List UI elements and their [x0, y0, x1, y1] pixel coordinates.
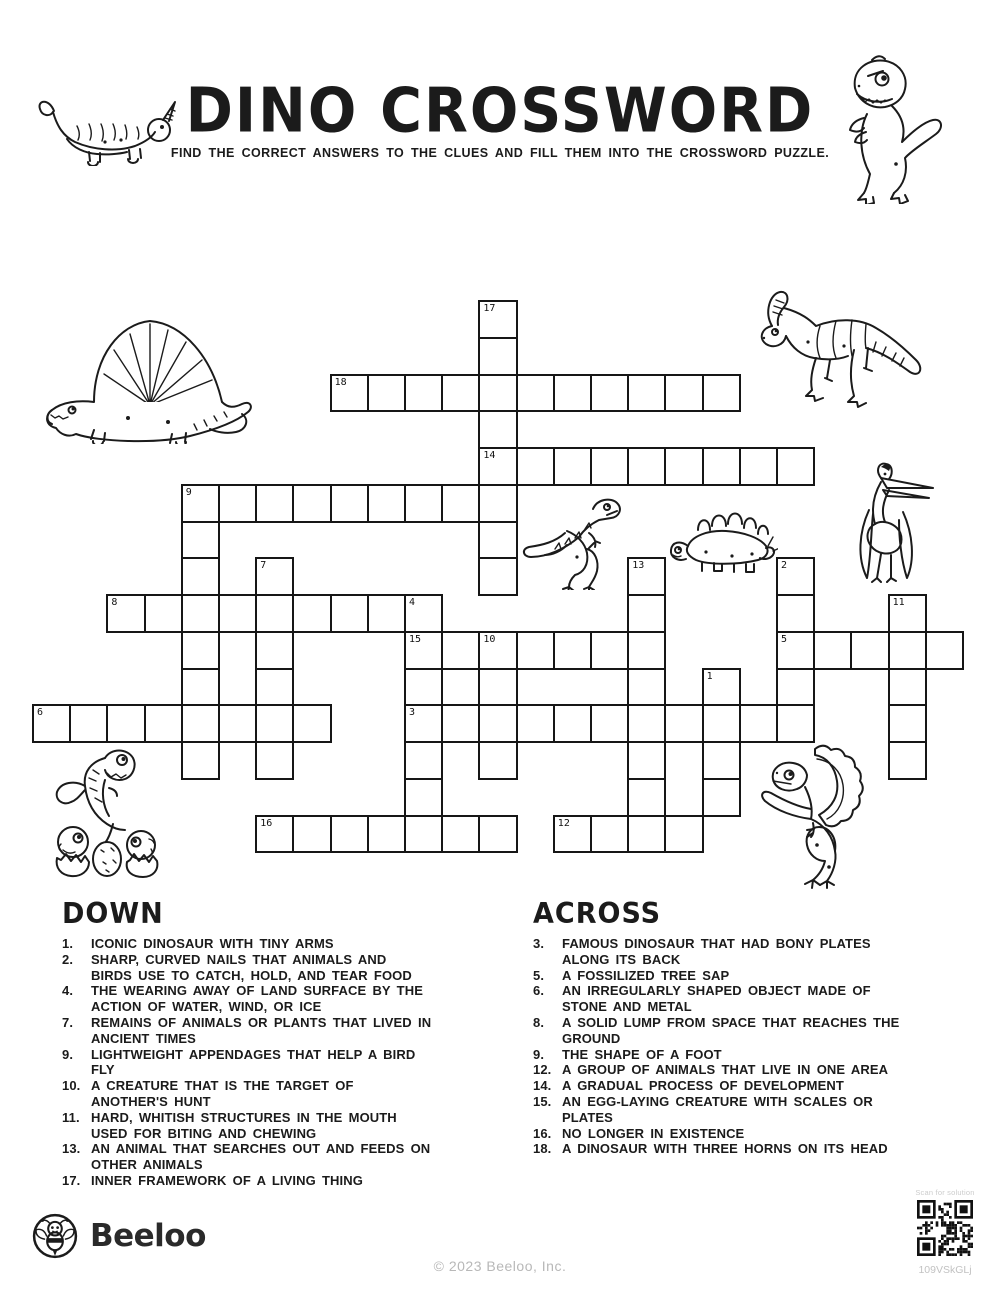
grid-cell	[441, 374, 480, 413]
grid-cell	[478, 410, 517, 449]
grid-cell-number: 3	[409, 707, 416, 719]
grid-cell	[367, 815, 406, 854]
grid-cell	[330, 484, 369, 523]
clue-number: 4.	[62, 983, 74, 999]
grid-cell	[106, 704, 145, 743]
clue-text: A DINOSAUR WITH THREE HORNS ON ITS HEAD	[562, 1141, 888, 1157]
down-clue-item	[62, 983, 522, 1015]
grid-cell	[776, 594, 815, 633]
grid-cell	[627, 741, 666, 780]
clue-number: 6.	[533, 983, 545, 999]
grid-cell	[404, 778, 443, 817]
grid-cell	[181, 484, 220, 523]
grid-cell	[553, 631, 592, 670]
grid-cell	[702, 778, 741, 817]
grid-cell	[32, 704, 71, 743]
clue-text: A GROUP OF ANIMALS THAT LIVE IN ONE AREA	[562, 1062, 889, 1078]
grid-cell	[441, 484, 480, 523]
clue-text: A CREATURE THAT IS THE TARGET OF ANOTHER'S HUNT	[91, 1078, 354, 1109]
across-clue-list	[533, 936, 993, 1157]
bee-icon	[32, 1213, 78, 1259]
clue-text: ICONIC DINOSAUR WITH TINY ARMS	[91, 936, 334, 951]
grid-cell	[627, 815, 666, 854]
down-clue-item	[62, 1141, 522, 1173]
clue-text: A SOLID LUMP FROM SPACE THAT REACHES THE GROUND	[562, 1014, 900, 1046]
grid-cell-number: 5	[781, 633, 788, 645]
grid-cell	[702, 447, 741, 486]
grid-cell	[888, 741, 927, 780]
parasaurolophus-icon	[750, 286, 928, 422]
grid-cell	[181, 557, 220, 596]
clue-number: 17.	[62, 1172, 81, 1188]
grid-cell	[255, 594, 294, 633]
grid-cell-number: 7	[260, 560, 267, 572]
grid-cell	[330, 815, 369, 854]
qr-code-text: 109VSkGLj	[918, 1264, 972, 1276]
grid-cell-number: 2	[781, 560, 788, 572]
stegosaurus-icon	[668, 504, 778, 574]
grid-cell	[776, 668, 815, 707]
across-clue-item	[533, 1047, 993, 1063]
grid-cell	[627, 594, 666, 633]
across-clue-item	[533, 936, 993, 968]
grid-cell	[478, 337, 517, 376]
grid-cell	[367, 594, 406, 633]
grid-cell-number: 8	[111, 597, 118, 608]
across-clue-item	[533, 1078, 993, 1094]
clue-text: LIGHTWEIGHT APPENDAGES THAT HELP A BIRD FLY	[91, 1046, 416, 1078]
grid-cell	[702, 374, 741, 413]
grid-cell	[404, 594, 443, 633]
grid-cell	[702, 741, 741, 780]
page-subtitle: FIND THE CORRECT ANSWERS TO THE CLUES AND FILL THEM INTO THE CROSSWORD PUZZLE.	[170, 146, 830, 160]
grid-cell	[776, 557, 815, 596]
grid-cell	[516, 447, 555, 486]
down-clue-item	[62, 1078, 522, 1110]
grid-cell	[590, 374, 629, 413]
grid-cell	[441, 704, 480, 743]
grid-cell	[478, 704, 517, 743]
across-clue-item	[533, 1126, 993, 1142]
grid-cell	[739, 447, 778, 486]
clue-number: 13.	[62, 1141, 81, 1157]
down-clue-item	[62, 1173, 522, 1189]
clue-text: HARD, WHITISH STRUCTURES IN THE MOUTH USED FOR BITING AND CHEWING	[91, 1109, 397, 1141]
grid-cell	[441, 631, 480, 670]
clue-number: 11.	[62, 1109, 80, 1125]
grid-cell-number: 6	[37, 707, 44, 719]
grid-cell	[292, 815, 331, 854]
across-clue-item	[533, 1062, 993, 1078]
grid-cell	[218, 484, 257, 523]
grid-cell-number: 15	[409, 633, 422, 645]
grid-cell	[627, 668, 666, 707]
clue-number: 18.	[533, 1141, 552, 1157]
across-clue-item	[533, 1094, 993, 1126]
grid-cell	[478, 557, 517, 596]
down-heading: DOWN	[62, 898, 164, 931]
page-title: DINO CROSSWORD	[185, 75, 815, 147]
grid-cell	[404, 484, 443, 523]
qr-block	[905, 1188, 985, 1276]
grid-cell	[627, 447, 666, 486]
clue-number: 2.	[62, 951, 74, 967]
grid-cell	[181, 521, 220, 560]
down-clue-item	[62, 1015, 522, 1047]
dimetrodon-icon	[38, 302, 256, 444]
grid-cell	[590, 704, 629, 743]
grid-cell	[516, 704, 555, 743]
grid-cell-number: 11	[892, 597, 905, 608]
grid-cell-number: 9	[185, 486, 192, 498]
grid-cell	[292, 484, 331, 523]
grid-cell	[478, 815, 517, 854]
clue-text: AN EGG-LAYING CREATURE WITH SCALES OR PLATES	[562, 1093, 873, 1125]
clue-text: THE SHAPE OF A FOOT	[562, 1046, 722, 1062]
grid-cell	[330, 374, 369, 413]
grid-cell-number: 4	[409, 597, 416, 608]
clue-text: AN ANIMAL THAT SEARCHES OUT AND FEEDS ON OTHER ANIMALS	[91, 1141, 431, 1173]
clue-text: A FOSSILIZED TREE SAP	[562, 967, 730, 983]
grid-cell	[516, 631, 555, 670]
grid-cell	[702, 704, 741, 743]
grid-cell	[218, 704, 257, 743]
clue-number: 5.	[533, 967, 545, 983]
grid-cell	[181, 741, 220, 780]
grid-cell	[627, 557, 666, 596]
grid-cell	[255, 484, 294, 523]
grid-cell	[404, 741, 443, 780]
across-clue-item	[533, 968, 993, 984]
clue-number: 16.	[533, 1125, 552, 1141]
grid-cell-number: 12	[557, 817, 570, 829]
grid-cell	[404, 704, 443, 743]
across-clue-item	[533, 1141, 993, 1157]
grid-cell	[627, 704, 666, 743]
grid-cell	[255, 631, 294, 670]
qr-code-icon	[917, 1200, 973, 1256]
grid-cell	[255, 815, 294, 854]
clue-number: 3.	[533, 936, 545, 951]
grid-cell-number: 16	[260, 817, 273, 829]
across-heading: ACROSS	[533, 898, 662, 931]
grid-cell	[181, 704, 220, 743]
grid-cell	[181, 594, 220, 633]
grid-cell	[553, 815, 592, 854]
down-clue-item	[62, 952, 522, 984]
grid-cell	[664, 374, 703, 413]
grid-cell	[478, 374, 517, 413]
grid-cell	[144, 594, 183, 633]
grid-cell	[218, 594, 257, 633]
grid-cell	[553, 447, 592, 486]
grid-cell	[627, 374, 666, 413]
grid-cell	[478, 521, 517, 560]
clue-text: FAMOUS DINOSAUR THAT HAD BONY PLATES ALONG ITS BACK	[562, 936, 871, 967]
clue-text: THE WEARING AWAY OF LAND SURFACE BY THE ACTION OF WATER, WIND, OR ICE	[91, 983, 423, 1015]
grid-cell	[367, 374, 406, 413]
clue-text: INNER FRAMEWORK OF A LIVING THING	[91, 1172, 363, 1188]
grid-cell	[590, 815, 629, 854]
grid-cell	[776, 631, 815, 670]
down-clues-section	[62, 898, 522, 1189]
clue-number: 7.	[62, 1014, 74, 1030]
velociraptor-icon	[519, 487, 625, 590]
brand-name: Beeloo	[90, 1218, 206, 1254]
grid-cell	[702, 668, 741, 707]
grid-cell	[478, 300, 517, 339]
grid-cell-number: 17	[483, 303, 496, 314]
clue-number: 1.	[62, 936, 74, 951]
grid-cell	[627, 778, 666, 817]
grid-cell	[664, 815, 703, 854]
down-clue-item	[62, 1047, 522, 1079]
clue-number: 8.	[533, 1014, 545, 1030]
across-clue-item	[533, 983, 993, 1015]
grid-cell	[478, 447, 517, 486]
across-clues-section	[533, 898, 993, 1157]
grid-cell	[888, 668, 927, 707]
grid-cell	[255, 704, 294, 743]
copyright: © 2023 Beeloo, Inc.	[433, 1258, 567, 1274]
grid-cell	[181, 668, 220, 707]
grid-cell	[590, 631, 629, 670]
clue-text: REMAINS OF ANIMALS OR PLANTS THAT LIVED IN ANCIENT TIMES	[91, 1014, 432, 1046]
grid-cell-number: 14	[483, 450, 496, 461]
grid-cell	[888, 704, 927, 743]
clue-number: 9.	[533, 1046, 545, 1062]
grid-cell	[106, 594, 145, 633]
grid-cell	[404, 668, 443, 707]
grid-cell	[627, 631, 666, 670]
grid-cell	[441, 815, 480, 854]
grid-cell	[776, 447, 815, 486]
grid-cell	[925, 631, 964, 670]
down-clue-list	[62, 936, 522, 1189]
grid-cell	[664, 704, 703, 743]
down-clue-item	[62, 936, 522, 952]
across-clue-item	[533, 1015, 993, 1047]
grid-cell	[553, 374, 592, 413]
grid-cell	[850, 631, 889, 670]
down-clue-item	[62, 1110, 522, 1142]
grid-cell	[664, 447, 703, 486]
grid-cell	[255, 741, 294, 780]
grid-cell	[478, 668, 517, 707]
clue-text: AN IRREGULARLY SHAPED OBJECT MADE OF STONE AND METAL	[562, 983, 871, 1015]
clue-number: 9.	[62, 1046, 74, 1062]
grid-cell-number: 10	[483, 633, 496, 645]
grid-cell	[144, 704, 183, 743]
clue-number: 10.	[62, 1078, 81, 1094]
grid-cell-number: 13	[632, 560, 645, 572]
grid-cell	[478, 741, 517, 780]
clue-text: NO LONGER IN EXISTENCE	[562, 1125, 745, 1141]
cartoon-trex-icon	[812, 52, 947, 204]
grid-cell	[292, 594, 331, 633]
grid-cell	[404, 815, 443, 854]
brand-logo	[32, 1213, 206, 1259]
grid-cell	[255, 557, 294, 596]
clue-text: A GRADUAL PROCESS OF DEVELOPMENT	[562, 1078, 844, 1094]
qr-label: Scan for solution	[915, 1188, 975, 1197]
grid-cell	[516, 374, 555, 413]
dilophosaurus-icon	[753, 737, 875, 893]
grid-cell	[478, 484, 517, 523]
grid-cell	[404, 374, 443, 413]
grid-cell	[292, 704, 331, 743]
grid-cell	[69, 704, 108, 743]
grid-cell-number: 18	[334, 376, 347, 388]
grid-cell	[553, 704, 592, 743]
grid-cell	[404, 631, 443, 670]
clue-number: 14.	[533, 1078, 552, 1094]
trex-family-icon	[43, 746, 169, 878]
grid-cell	[888, 594, 927, 633]
grid-cell	[888, 631, 927, 670]
grid-cell	[478, 631, 517, 670]
clue-number: 15.	[533, 1093, 552, 1109]
grid-cell	[255, 668, 294, 707]
clue-number: 12.	[533, 1062, 552, 1078]
grid-cell-number: 1	[706, 670, 713, 682]
grid-cell	[181, 631, 220, 670]
quetzalcoatlus-icon	[841, 452, 938, 586]
grid-cell	[330, 594, 369, 633]
clue-text: SHARP, CURVED NAILS THAT ANIMALS AND BIRDS USE TO CATCH, HOLD, AND TEAR FOOD	[91, 951, 412, 983]
grid-cell	[367, 484, 406, 523]
grid-cell	[813, 631, 852, 670]
grid-cell	[590, 447, 629, 486]
